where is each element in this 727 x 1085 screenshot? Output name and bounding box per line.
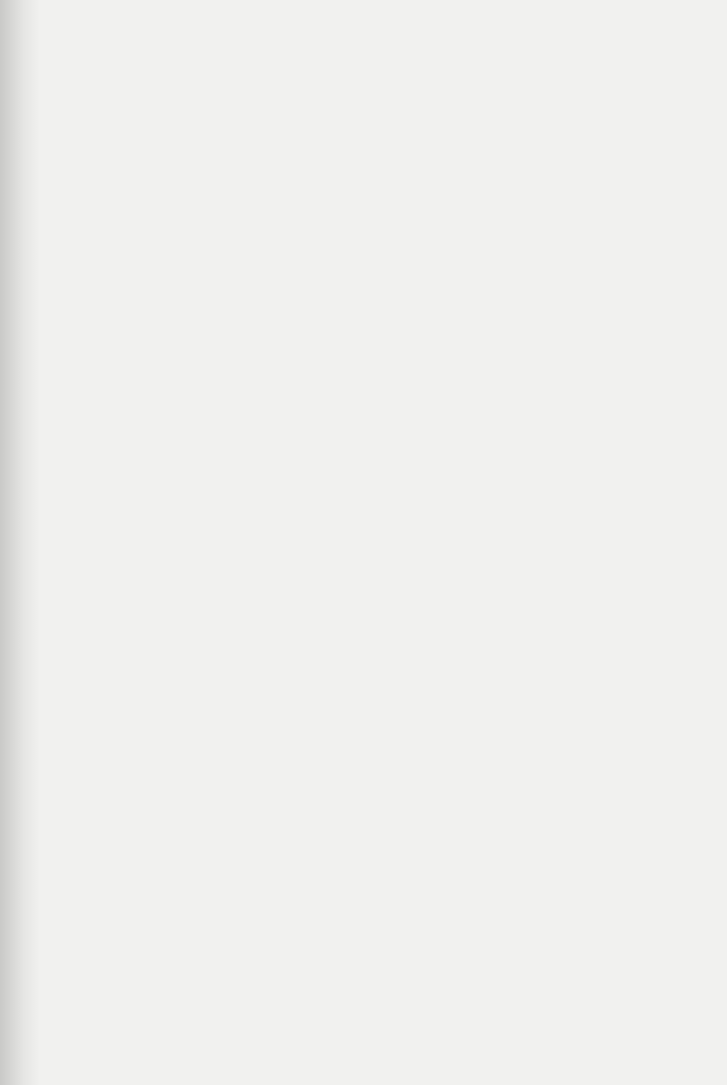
page-edge-shadow: [0, 0, 40, 1085]
figure-17-4-chart: [60, 700, 320, 1020]
figure-17-3-chart: [60, 458, 380, 648]
